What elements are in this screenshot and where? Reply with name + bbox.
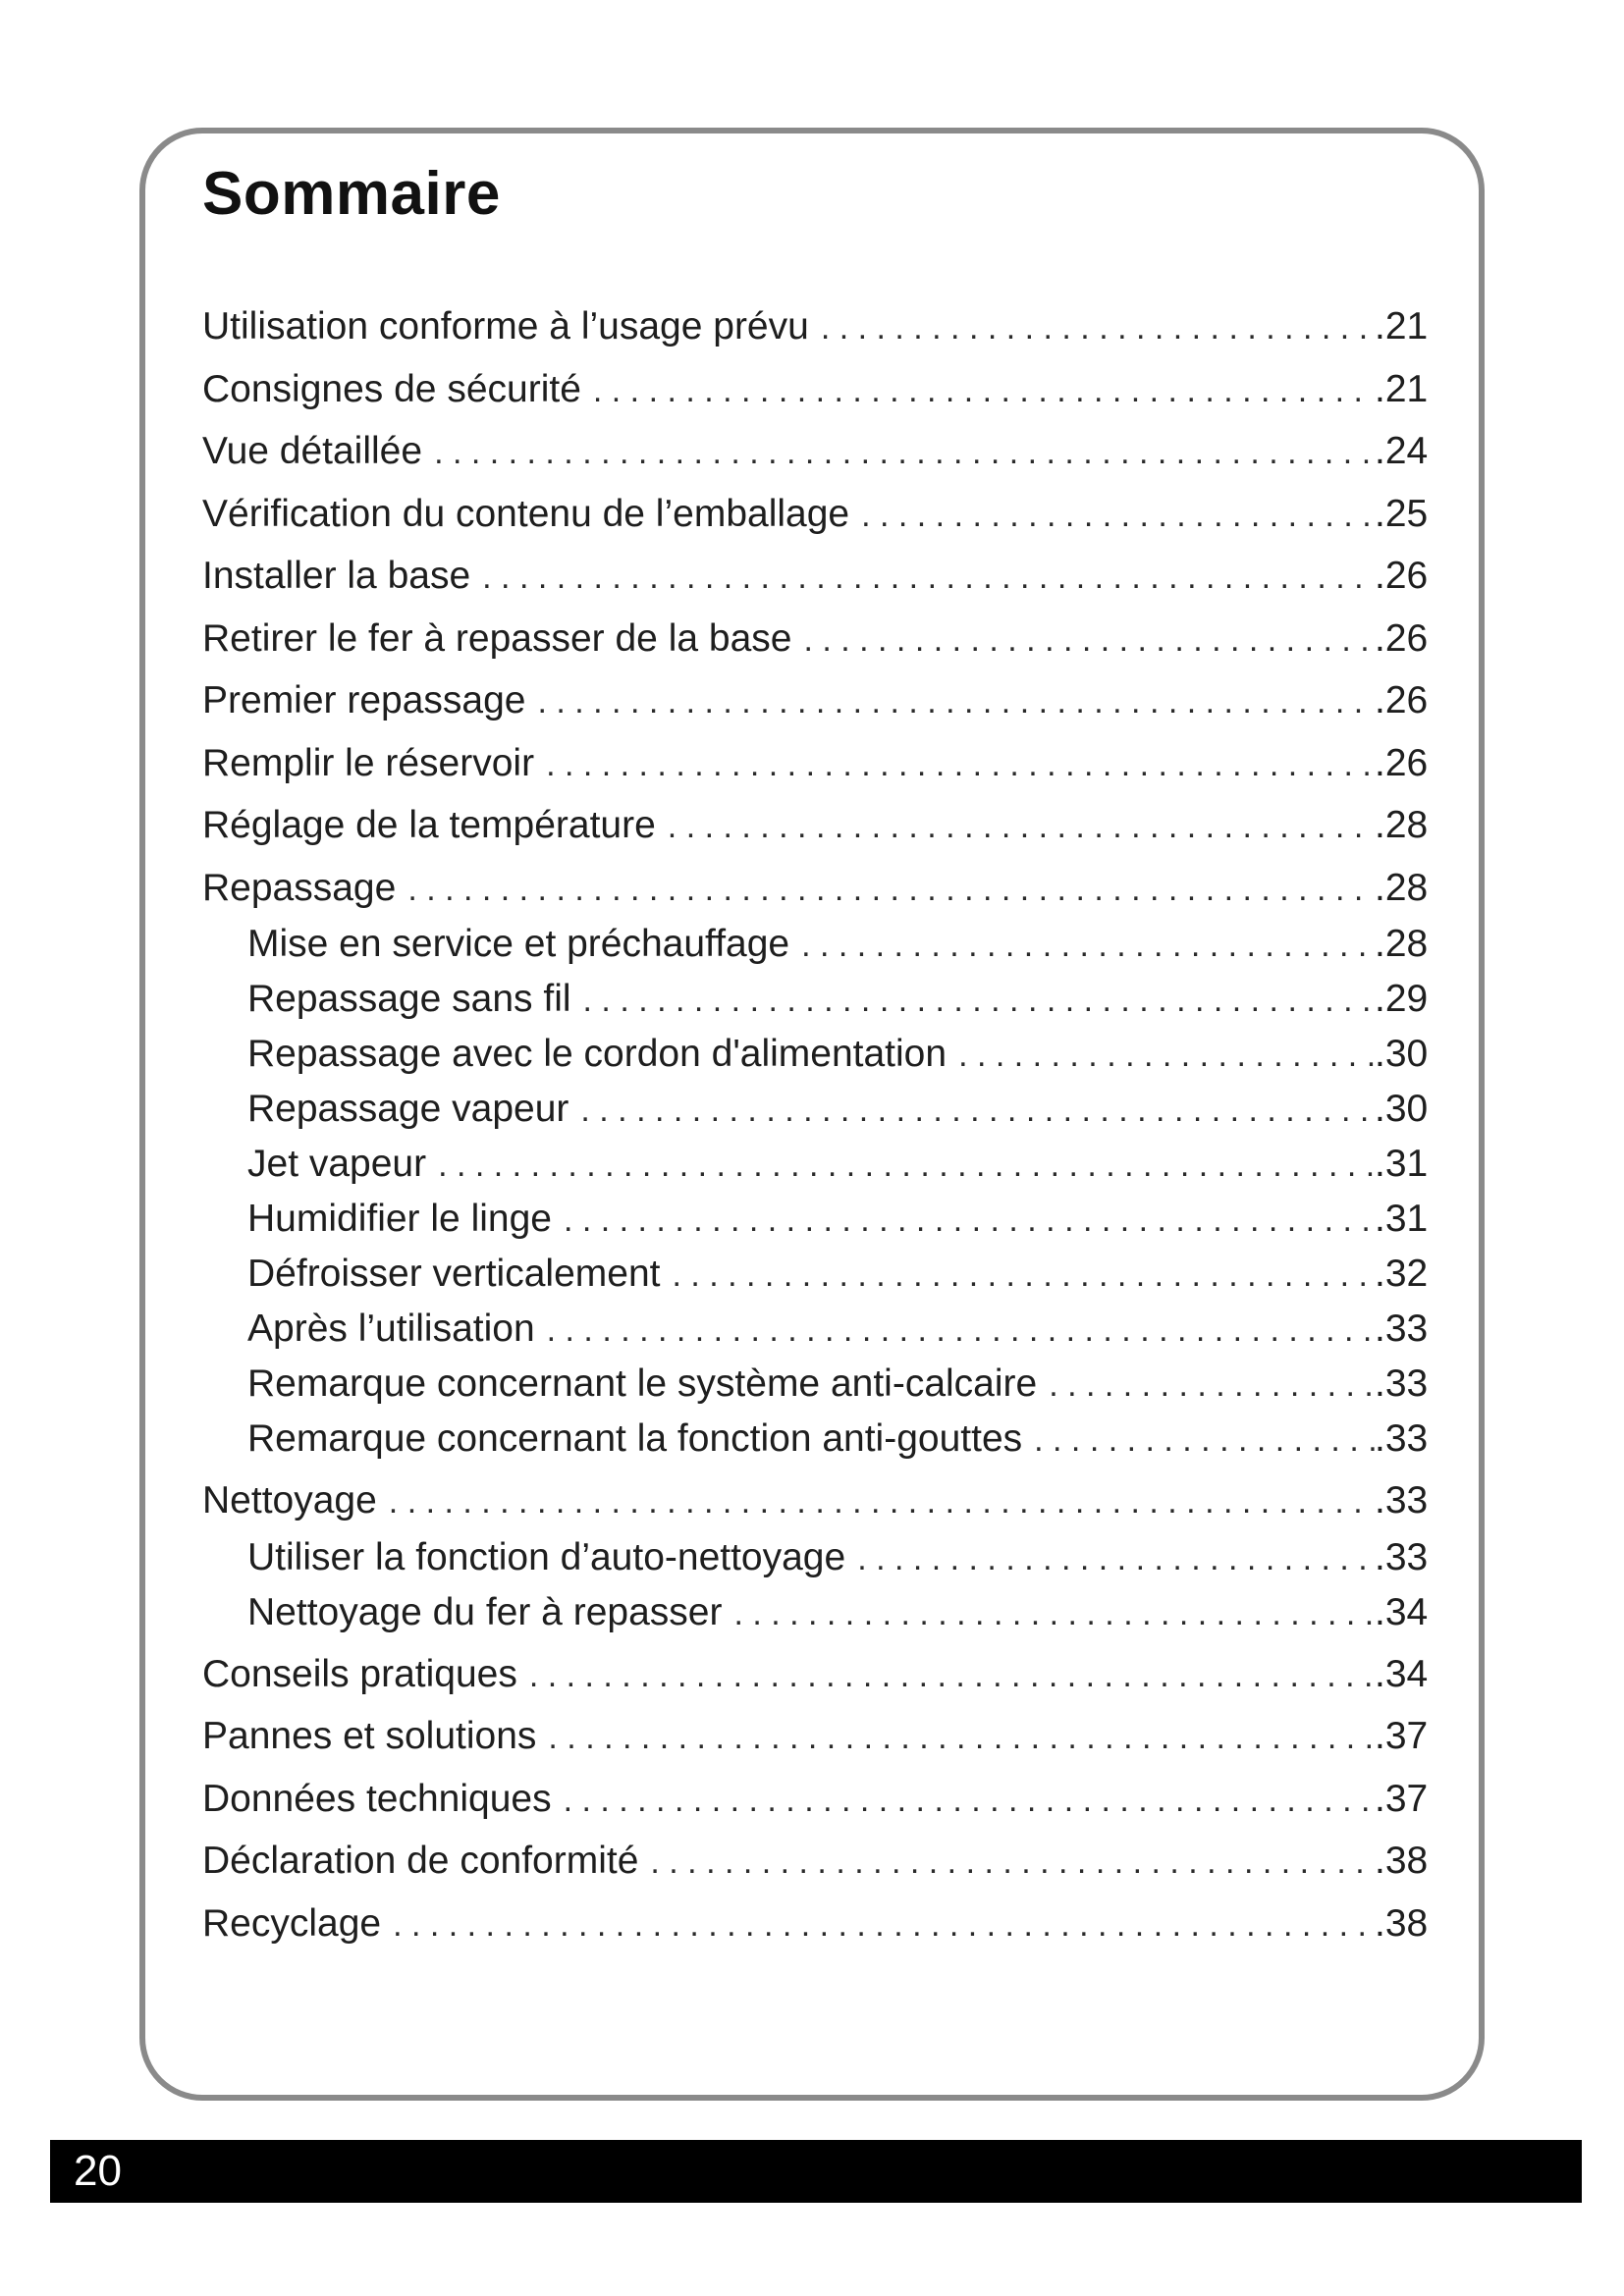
toc-dot-leader <box>861 495 1375 536</box>
toc-entry-page: .26 <box>1375 555 1429 597</box>
toc-entry[interactable] <box>202 1033 1429 1089</box>
page-title: Sommaire <box>202 160 501 228</box>
toc-entry-label: Repassage <box>202 866 397 909</box>
toc-dot-leader <box>529 1655 1375 1696</box>
toc-entry[interactable] <box>202 1479 1429 1543</box>
page-number: 20 <box>74 2147 122 2195</box>
toc-entry-page: .33 <box>1375 1479 1429 1522</box>
toc-entry[interactable] <box>202 1088 1429 1144</box>
table-of-contents <box>202 305 1429 1965</box>
toc-entry-label: Repassage sans fil <box>247 978 571 1020</box>
toc-entry-page: .21 <box>1375 305 1429 347</box>
toc-entry-label: Consignes de sécurité <box>202 367 581 410</box>
toc-entry[interactable] <box>202 923 1429 979</box>
toc-dot-leader <box>482 557 1375 598</box>
toc-entry-page: .37 <box>1375 1777 1429 1820</box>
toc-entry[interactable] <box>202 367 1429 432</box>
toc-entry-page: .28 <box>1375 804 1429 846</box>
toc-dot-leader <box>801 925 1375 966</box>
toc-dot-leader <box>1034 1419 1375 1461</box>
toc-entry[interactable] <box>202 305 1429 369</box>
toc-entry[interactable] <box>202 1143 1429 1199</box>
toc-entry-page: .21 <box>1375 367 1429 410</box>
toc-dot-leader <box>564 1780 1375 1821</box>
toc-entry[interactable] <box>202 679 1429 743</box>
footer-bar <box>50 2140 1582 2203</box>
toc-entry-page: .26 <box>1375 741 1429 784</box>
toc-dot-leader <box>537 681 1375 722</box>
toc-entry-page: .30 <box>1375 1088 1429 1130</box>
toc-entry-label: Humidifier le linge <box>247 1198 552 1240</box>
toc-dot-leader <box>821 307 1375 348</box>
toc-entry[interactable] <box>202 1535 1429 1592</box>
toc-entry-page: .24 <box>1375 430 1429 472</box>
toc-dot-leader <box>434 432 1375 473</box>
toc-entry-page: .33 <box>1375 1535 1429 1578</box>
toc-dot-leader <box>733 1593 1375 1634</box>
toc-entry[interactable] <box>202 1901 1429 1966</box>
toc-dot-leader <box>438 1145 1375 1186</box>
toc-entry-label: Vue détaillée <box>202 430 423 472</box>
toc-entry[interactable] <box>202 1840 1429 1903</box>
toc-dot-leader <box>803 619 1375 661</box>
toc-dot-leader <box>389 1481 1375 1522</box>
toc-entry[interactable] <box>202 1652 1429 1717</box>
toc-entry-page: .33 <box>1375 1362 1429 1405</box>
toc-entry-label: Utilisation conforme à l’usage prévu <box>202 305 809 347</box>
toc-dot-leader <box>1049 1364 1375 1406</box>
toc-entry[interactable] <box>202 430 1429 494</box>
toc-entry-page: .38 <box>1375 1901 1429 1945</box>
toc-entry-label: Nettoyage du fer à repasser <box>247 1590 723 1633</box>
toc-entry[interactable] <box>202 1777 1429 1842</box>
toc-entry-label: Repassage avec le cordon d'alimentation <box>247 1033 947 1075</box>
toc-dot-leader <box>593 370 1375 411</box>
toc-entry-page: .31 <box>1375 1143 1429 1185</box>
toc-entry-page: .32 <box>1375 1253 1429 1295</box>
toc-entry-label: Après l’utilisation <box>247 1308 535 1350</box>
toc-dot-leader <box>668 806 1375 847</box>
toc-entry-label: Repassage vapeur <box>247 1088 569 1130</box>
toc-entry-label: Conseils pratiques <box>202 1652 517 1695</box>
toc-dot-leader <box>546 744 1375 785</box>
toc-entry-label: Pannes et solutions <box>202 1715 537 1757</box>
toc-entry[interactable] <box>202 1362 1429 1418</box>
toc-dot-leader <box>583 980 1375 1021</box>
toc-entry[interactable] <box>202 555 1429 618</box>
toc-entry-page: .28 <box>1375 866 1429 909</box>
toc-entry-label: Vérification du contenu de l’emballage <box>202 492 850 535</box>
toc-entry[interactable] <box>202 1253 1429 1308</box>
toc-entry-page: .30 <box>1375 1033 1429 1075</box>
toc-dot-leader <box>857 1538 1375 1579</box>
toc-entry-label: Déclaration de conformité <box>202 1840 639 1882</box>
toc-entry-page: .37 <box>1375 1715 1429 1757</box>
toc-entry-label: Recyclage <box>202 1901 382 1945</box>
toc-entry-page: .34 <box>1375 1590 1429 1633</box>
toc-dot-leader <box>650 1842 1375 1883</box>
toc-dot-leader <box>547 1309 1375 1351</box>
toc-entry[interactable] <box>202 1308 1429 1363</box>
toc-entry[interactable] <box>202 1417 1429 1473</box>
toc-entry-label: Premier repassage <box>202 679 526 721</box>
toc-entry-page: .34 <box>1375 1652 1429 1695</box>
toc-entry-label: Utiliser la fonction d’auto-nettoyage <box>247 1535 846 1578</box>
toc-entry-page: .38 <box>1375 1840 1429 1882</box>
toc-entry[interactable] <box>202 1590 1429 1647</box>
toc-entry-page: .25 <box>1375 492 1429 535</box>
toc-entry-page: .33 <box>1375 1417 1429 1460</box>
toc-dot-leader <box>672 1255 1375 1296</box>
toc-entry[interactable] <box>202 1198 1429 1254</box>
toc-entry-page: .31 <box>1375 1198 1429 1240</box>
toc-entry[interactable] <box>202 616 1429 681</box>
toc-entry[interactable] <box>202 978 1429 1034</box>
toc-dot-leader <box>958 1035 1375 1076</box>
toc-entry-label: Nettoyage <box>202 1479 377 1522</box>
toc-dot-leader <box>580 1090 1375 1131</box>
toc-entry[interactable] <box>202 1715 1429 1779</box>
toc-entry[interactable] <box>202 741 1429 806</box>
toc-entry-label: Remarque concernant le système anti-calcaire <box>247 1362 1038 1405</box>
toc-entry-label: Remplir le réservoir <box>202 741 535 784</box>
toc-dot-leader <box>393 1904 1375 1946</box>
toc-entry-page: .33 <box>1375 1308 1429 1350</box>
toc-entry[interactable] <box>202 804 1429 868</box>
toc-entry-page: .28 <box>1375 923 1429 965</box>
toc-entry-label: Mise en service et préchauffage <box>247 923 790 965</box>
toc-entry-label: Installer la base <box>202 555 471 597</box>
toc-dot-leader <box>548 1717 1375 1758</box>
toc-entry-page: .26 <box>1375 616 1429 660</box>
toc-entry-page: .26 <box>1375 679 1429 721</box>
toc-entry-label: Données techniques <box>202 1777 552 1820</box>
toc-entry[interactable] <box>202 492 1429 557</box>
toc-entry-label: Jet vapeur <box>247 1143 427 1185</box>
toc-entry-label: Défroisser verticalement <box>247 1253 661 1295</box>
toc-dot-leader <box>564 1200 1375 1241</box>
toc-entry-label: Remarque concernant la fonction anti-gouttes <box>247 1417 1023 1460</box>
toc-entry[interactable] <box>202 866 1429 931</box>
toc-dot-leader <box>407 869 1375 910</box>
toc-entry-label: Retirer le fer à repasser de la base <box>202 616 792 660</box>
toc-entry-label: Réglage de la température <box>202 804 656 846</box>
toc-entry-page: .29 <box>1375 978 1429 1020</box>
